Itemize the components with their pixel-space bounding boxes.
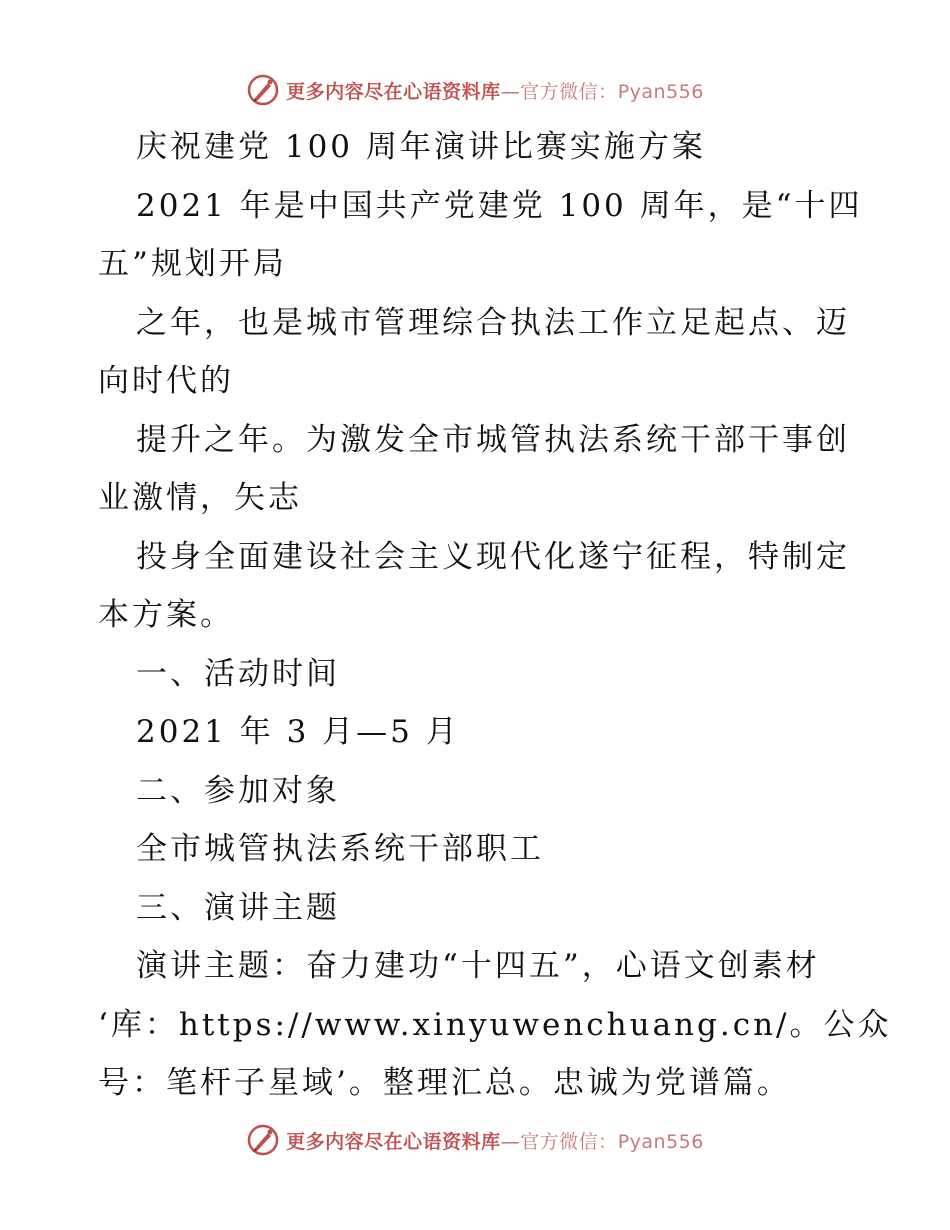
paragraph-line: 2021 年 3 月—5 月	[136, 714, 460, 750]
paragraph-line: 全市城管执法系统干部职工	[136, 831, 544, 867]
footer-watermark-handle: Pyan556	[617, 1130, 704, 1153]
paragraph-line: 向时代的	[98, 363, 234, 399]
header-watermark-official: 官方微信	[520, 80, 599, 103]
pen-logo-icon	[246, 1123, 280, 1157]
header-watermark-main: 更多内容尽在心语资料库	[286, 80, 501, 103]
paragraph-line: 投身全面建设社会主义现代化遂宁征程，特制定	[136, 538, 850, 575]
header-watermark-dash: —	[500, 80, 521, 103]
paragraph-line: 演讲主题：奋力建功“十四五”，心语文创素材	[136, 948, 820, 984]
paragraph-line: 之年，也是城市管理综合执法工作立足起点、迈	[136, 304, 850, 341]
footer-watermark-main: 更多内容尽在心语资料库	[286, 1130, 501, 1153]
footer-watermark-dash: —	[500, 1130, 521, 1153]
header-watermark-handle: Pyan556	[617, 80, 704, 103]
header-watermark-banner	[0, 70, 950, 110]
footer-watermark-text	[286, 1127, 704, 1154]
header-watermark-text	[286, 77, 704, 104]
paragraph-line: 业激情，矢志	[98, 480, 302, 516]
paragraph-line: 2021 年是中国共产党建党 100 周年，是“十四	[136, 187, 863, 224]
header-watermark-sep: ：	[598, 80, 618, 103]
header-watermark-inner	[246, 73, 704, 107]
footer-watermark-sep: ：	[598, 1130, 618, 1153]
paragraph-line: 本方案。	[98, 597, 234, 633]
document-body	[98, 118, 892, 1113]
footer-watermark-inner	[246, 1123, 704, 1157]
pen-logo-icon	[246, 73, 280, 107]
paragraph-line: 提升之年。为激发全市城管执法系统干部干事创	[136, 421, 850, 458]
document-title: 庆祝建党 100 周年演讲比赛实施方案	[136, 129, 706, 165]
paragraph-line: ‘库：https://www.xinyuwenchuang.cn/。公众	[98, 1006, 892, 1043]
footer-watermark-official: 官方微信	[520, 1130, 599, 1153]
footer-watermark-banner	[0, 1120, 950, 1160]
paragraph-line: 号：笔杆子星域’。整理汇总。忠诚为党谱篇。	[98, 1065, 791, 1101]
section-heading-activity-time: 一、活动时间	[136, 655, 340, 692]
paragraph-line: 五”规划开局	[98, 246, 287, 282]
section-heading-participants: 二、参加对象	[136, 772, 340, 809]
section-heading-speech-theme: 三、演讲主题	[136, 889, 340, 926]
